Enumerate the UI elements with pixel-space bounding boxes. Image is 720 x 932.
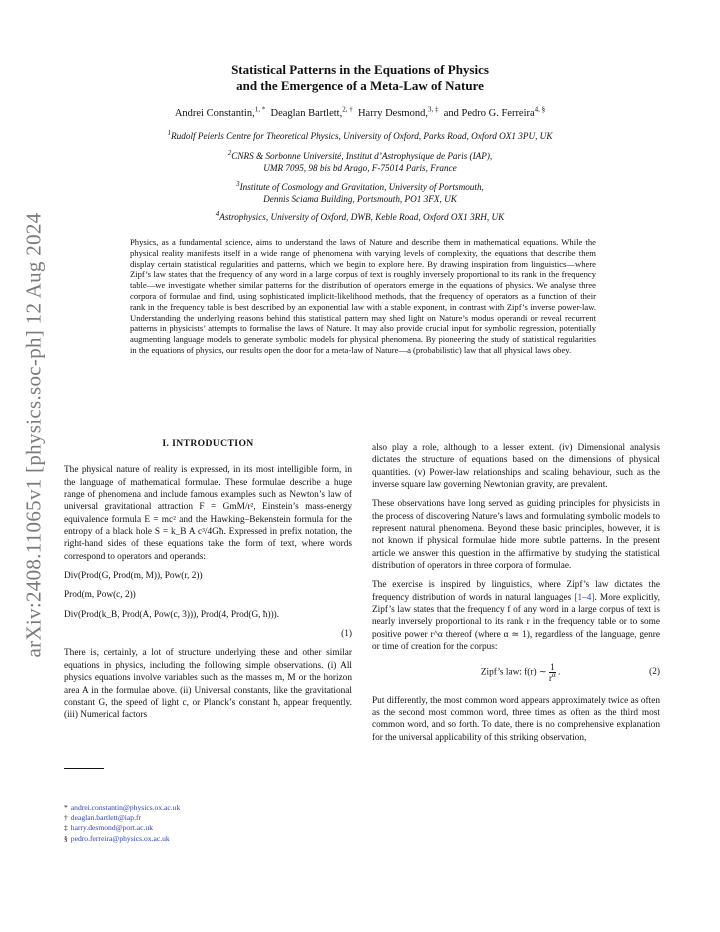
paragraph: These observations have long served as guiding principles for physicists in the process of discovering Nature’s laws and formulating symbolic models to represent natural phenomena. Beyond these basic principles, however, it is not known if physical formulae hide more subtle patterns. In the present article we answer this question in the affirmative by studying the statistical distribution of operators in three corpora of formulae. — [372, 499, 660, 572]
equation-line: Div(Prod(k_B, Prod(A, Pow(c, 3))), Prod(4, Prod(G, ħ))). — [64, 609, 280, 620]
zipf-fraction: $\frac{1}{r^\alpha}$ — [549, 661, 556, 683]
footnote-item: ‡ harry.desmond@port.ac.uk — [64, 823, 154, 833]
email-link[interactable]: pedro.ferreira@physics.ox.ac.uk — [70, 833, 170, 843]
arxiv-watermark — [14, 212, 54, 658]
arxiv-id: arXiv:2408.11065v1 [physics.soc-ph] 12 Aug 2024 — [21, 212, 46, 658]
footnote-item: † deaglan.bartlett@iap.fr — [64, 813, 142, 823]
author-sup: 4, § — [534, 105, 546, 114]
affiliation-3: $^3$Institute of Cosmology and Gravitation, University of Portsmouth, Dennis Sciama Building, Portsmouth, PO1 3FX, UK — [236, 179, 484, 204]
equation-2: Zipf’s law: f(r) ∼ $\frac{1}{r^\alpha}$ . (2) — [480, 661, 660, 683]
footnotes — [64, 803, 352, 844]
paragraph: There is, certainly, a lot of structure underlying these and other similar equations in physics, including the following simple observations. (i) All physics equations involve variables such as the masses m, M or the horizon area A in the formulae above. (ii) Universal constants, like the gravitational constant G, the speed of light c, or Planck’s constant ħ, appear frequently. (iii) Numerical factors — [64, 648, 352, 721]
paragraph: The exercise is inspired by linguistics, where Zipf’s law dictates the frequency distribution of words in natural languages [1–4]. More explicitly, Zipf’s law states that the frequency f of any word in a large corpus of text is nearly inversely proportional to its rank r in the frequency table or to some positive power r^α thereof (where α ≃ 1), regardless of the language, genre or time of creation for the corpus: — [372, 580, 660, 653]
footnote-rule — [64, 768, 104, 769]
equation-number: (1) — [341, 629, 352, 640]
section-heading: I. INTRODUCTION — [162, 438, 254, 449]
author-list — [80, 105, 640, 119]
paper-title — [100, 62, 620, 94]
author-sup: 2, † — [342, 105, 353, 114]
equation-line: Prod(m, Pow(c, 2)) — [64, 590, 136, 601]
affiliation-2: $^2$CNRS & Sorbonne Université, Institut d’Astrophysique de Paris (IAP), UMR 7095, 98 bis bd Arago, F-75014 Paris, France — [227, 148, 493, 173]
author-sup: 3, ‡ — [427, 105, 439, 114]
footnote-item: * andrei.constantin@physics.ox.ac.uk — [64, 803, 181, 812]
affiliation-4: $^4$Astrophysics, University of Oxford, DWB, Keble Road, Oxford OX1 3RH, UK — [215, 209, 505, 222]
equation-line: Div(Prod(G, Prod(m, M)), Pow(r, 2)) — [64, 571, 203, 582]
email-link[interactable]: deaglan.bartlett@iap.fr — [70, 813, 142, 823]
paragraph: The physical nature of reality is expressed, in its most intelligible form, in the language of mathematical formulae. These formulae describe a huge range of phenomena and include famous examples such as Newton’s law of universal gravitational attraction F = GmM/r², Einstein’s mass-energy equivalence formula E = mc² and the Hawking–Bekenstein formula for the entropy of a black hole S = k_B A c³/4Għ. Expressed in prefix notation, the right-hand sides of these equations take the form of text, where words correspond to operators and operands: — [64, 465, 352, 562]
zipf-law-label: Zipf’s law: f(r) ∼ — [480, 667, 547, 678]
affiliation-1: $^1$Rudolf Peierls Centre for Theoretical Physics, University of Oxford, Parks Road, Oxford OX1 3PU, UK — [167, 128, 553, 141]
paragraph: Put differently, the most common word appears approximately twice as often as the second most common word, three times as often as the third most common word, and so forth. To date, there is no comprehensive explanation for the universal applicability of this striking observation, — [372, 695, 660, 743]
author-name: Deaglan Bartlett, — [270, 108, 343, 119]
author-name: Andrei Constantin, — [174, 108, 255, 119]
email-link[interactable]: andrei.constantin@physics.ox.ac.uk — [70, 803, 181, 812]
email-link[interactable]: harry.desmond@port.ac.uk — [70, 823, 154, 833]
author-sup: 1, * — [254, 105, 266, 114]
title-line-2: and the Emergence of a Meta-Law of Nature — [236, 78, 484, 93]
abstract: Physics, as a fundamental science, aims to understand the laws of Nature and describe them in mathematical equations. While the physical reality manifests itself in a wide range of phenomena with varying levels of complexity, the equations that describe them display certain statistical regularities and patterns, which we begin to explore here. By drawing inspiration from linguistics—where Zipf’s law states that the frequency of any word in a large corpus of text is roughly inversely proportional to its rank in the frequency table—we investigate whether similar patterns for the distribution of operators emerge in the equations of physics. We analyse three corpora of formulae and find, using sophisticated implicit-likelihood methods, that the frequency of operators as a function of their rank in the frequency table is best described by an exponential law with a stable exponent, in contrast with Zipf’s inverse power-law. Understanding the underlying reasons behind this statistical pattern may shed light on Nature’s modus operandi or reveal recurrent patterns in physicists’ attempts to formalise the laws of Nature. It may also provide crucial input for symbolic regression, potentially augmenting language models to generate symbolic models for physical phenomena. By pioneering the study of statistical regularities in the equations of physics, our results open the door for a meta-law of Nature—a (probabilistic) law that all physical laws obey. — [130, 237, 596, 355]
author-name: and Pedro G. Ferreira — [443, 108, 535, 119]
left-column — [64, 438, 352, 729]
citation-link[interactable]: [1–4] — [574, 592, 595, 603]
title-line-1: Statistical Patterns in the Equations of Physics — [231, 62, 489, 77]
equation-1 — [64, 570, 352, 640]
footnote-item: § pedro.ferreira@physics.ox.ac.uk — [64, 833, 170, 843]
paragraph: also play a role, although to a lesser extent. (iv) Dimensional analysis dictates the structure of equations based on the dimensions of physical quantities. (v) Power-law relationships and scaling behaviour, such as the inverse square law governing Newtonian gravity, are prevalent. — [372, 443, 660, 491]
author-name: Harry Desmond, — [357, 108, 428, 119]
equation-number: (2) — [649, 666, 660, 677]
right-column — [372, 442, 660, 751]
